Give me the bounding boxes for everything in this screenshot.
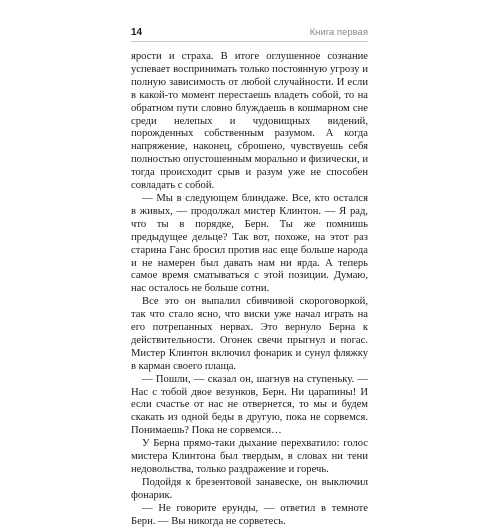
page-header <box>131 27 368 42</box>
running-title: Книга первая <box>309 27 368 38</box>
paragraph-narration: Все это он выпалил сбивчивой скороговоркой, так что стало ясно, что виски уже начал играть на его потрепанных нервах. Это вернуло Берна к действительности. Огонек свечи прыгнул и погас. Мистер Клинтон включил фонарик и сунул фляжку в карман своего плаща. <box>131 296 368 372</box>
paragraph-narration: Подойдя к брезентовой занавеске, он выключил фонарик. <box>131 476 368 501</box>
paragraph-dialogue: — Не говорите ерунды, — ответил в темноте Берн. — Вы никогда не сорветесь. <box>131 502 368 527</box>
page-number: 14 <box>131 27 143 38</box>
paragraph-narration: У Берна прямо-таки дыхание перехватило: голос мистера Клинтона был твердым, в словах ни тени недовольства, только раздражение и горечь. <box>131 438 368 475</box>
text-body <box>131 51 368 529</box>
paragraph-dialogue: — Мы в следующем блиндаже. Все, кто остался в живых, — продолжал мистер Клинтон. — Я рад, что ты в порядке, Берн. Ты же помнишь предыдущее дельце? Так вот, похоже, на этот раз старина Ганс бросил против нас еще больше народа и не намерен был давать нам ни ярда. А теперь самое время сматываться с этой позиции. Думаю, нас осталось не больше сотни. <box>131 192 368 295</box>
paragraph-dialogue: — Пошли, — сказал он, шагнув на ступеньку. — Нас с тобой двое везунков, Берн. Ни царапины! И если счастье от нас не отвернется, то мы и будем скакать из одной беды в другую, пока не сорвемся. Понимаешь? Пока не сорвемся… <box>131 373 368 437</box>
paragraph-continuation: ярости и страха. В итоге оглушенное сознание успевает воспринимать только постоянную угрозу и полную зависимость от любой случайности. И если в какой-то момент перестаешь владеть собой, то на обратном пути словно блуждаешь в кошмарном сне среди нелепых и чудовищных видений, порожденных собственным разумом. А когда напряжение, наконец, сброшено, чувствуешь себя полностью опустошенным морально и физически, и тогда происходит срыв и разум уже не способен совладать с собой. <box>131 51 368 192</box>
